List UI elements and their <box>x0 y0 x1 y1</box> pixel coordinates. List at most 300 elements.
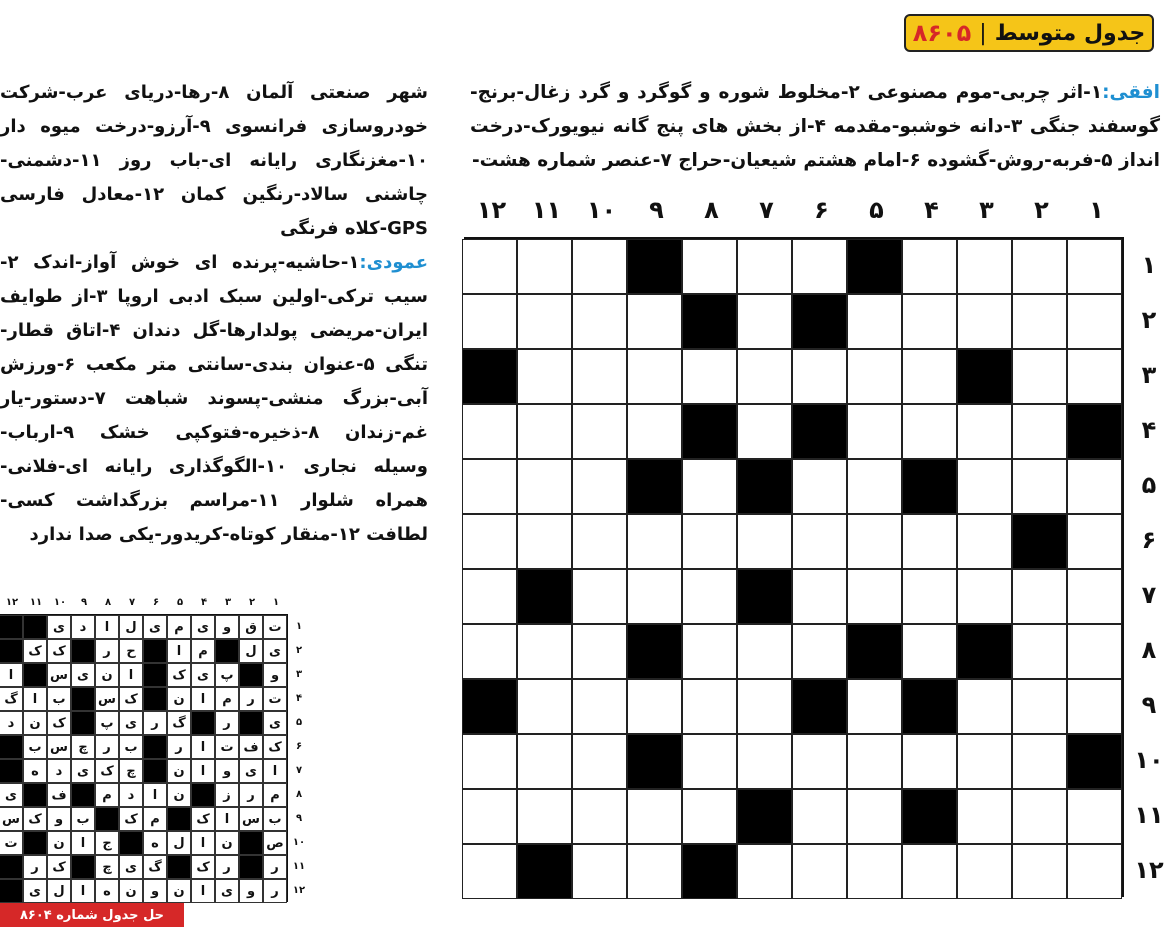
solution-cell: ک <box>167 663 191 687</box>
grid-cell[interactable] <box>1067 679 1122 734</box>
grid-cell[interactable] <box>572 349 627 404</box>
grid-cell[interactable] <box>957 569 1012 624</box>
grid-cell[interactable] <box>572 514 627 569</box>
across-clues-continued: شهر صنعتی آلمان ۸-رها-دریای عرب-شرکت خودروسازی فرانسوی ۹-آرزو-درخت میوه دار ۱۰-مغزنگاری رایانه ای-باب روز ۱۱-دشمنی- چاشنی سالاد-رنگین کمان ۱۲-معادل فارسی GPS-کلاه فرنگی <box>0 82 428 239</box>
down-clues-text: ۱-حاشیه-پرنده ای خوش آواز-اندک ۲-سیب ترکی-اولین سبک ادبی اروپا ۳-از طوایف ایران-مریضی پولدارها-گل دندان ۴-اتاق قطار- تنگی ۵-عنوان بندی-سانتی متر مکعب ۶-ورزش آبی-بزرگ منشی-پسوند شباهت ۷-دستور-یار غم-زندان ۸-ذخیره-فتوکپی خشک ۹-ارباب- وسیله نجاری ۱۰-الگوگذاری رایانه ای-فلانی- همراه شلوار ۱۱-مراسم بزرگداشت کسی-لطافت ۱۲-منقار کوتاه-کریدور-یکی صدا ندارد <box>0 252 429 545</box>
solution-cell-black <box>71 687 95 711</box>
grid-cell[interactable] <box>792 734 847 789</box>
grid-cell[interactable] <box>737 679 792 734</box>
solution-cell-black <box>0 639 23 663</box>
grid-cell[interactable] <box>902 734 957 789</box>
grid-cell[interactable] <box>847 789 902 844</box>
solution-cell: و <box>263 663 287 687</box>
grid-cell[interactable] <box>627 404 682 459</box>
grid-cell[interactable] <box>1067 569 1122 624</box>
crossword-grid <box>464 237 1124 897</box>
solution-column-number: ۲ <box>248 597 256 608</box>
solution-row-number: ۱۱ <box>292 860 306 872</box>
grid-cell-black <box>682 294 737 349</box>
solution-cell: ا <box>191 831 215 855</box>
solution-cell: ی <box>263 711 287 735</box>
solution-cell: ب <box>71 807 95 831</box>
grid-cell[interactable] <box>1012 789 1067 844</box>
solution-cell: ه <box>23 759 47 783</box>
solution-cell-black <box>143 687 167 711</box>
solution-cell: ن <box>23 711 47 735</box>
solution-cell: ر <box>23 855 47 879</box>
solution-cell: ک <box>119 807 143 831</box>
solution-cell: ا <box>119 663 143 687</box>
column-number: ۶ <box>814 196 829 224</box>
solution-cell: چ <box>71 735 95 759</box>
grid-cell[interactable] <box>682 789 737 844</box>
grid-cell[interactable] <box>517 734 572 789</box>
grid-cell[interactable] <box>847 569 902 624</box>
solution-cell: ی <box>0 783 23 807</box>
grid-cell[interactable] <box>902 569 957 624</box>
solution-row-number: ۱۰ <box>292 836 306 848</box>
grid-cell[interactable] <box>737 624 792 679</box>
across-clues <box>470 76 1160 178</box>
solution-cell-black <box>23 783 47 807</box>
grid-cell[interactable] <box>957 679 1012 734</box>
grid-cell[interactable] <box>902 239 957 294</box>
solution-cell: ی <box>23 879 47 903</box>
row-number: ۹ <box>1141 690 1157 719</box>
solution-cell: گ <box>0 687 23 711</box>
grid-cell[interactable] <box>682 569 737 624</box>
grid-cell[interactable] <box>1012 294 1067 349</box>
solution-column-number: ۷ <box>128 597 136 608</box>
solution-cell: ا <box>23 687 47 711</box>
column-number: ۸ <box>704 196 719 224</box>
solution-cell: ک <box>47 711 71 735</box>
grid-cell[interactable] <box>1067 294 1122 349</box>
grid-cell[interactable] <box>792 789 847 844</box>
grid-cell[interactable] <box>1067 789 1122 844</box>
grid-cell[interactable] <box>1012 569 1067 624</box>
solution-cell: ا <box>191 879 215 903</box>
solution-row-number: ۴ <box>295 692 303 704</box>
solution-cell: ا <box>167 639 191 663</box>
solution-cell-black <box>71 711 95 735</box>
solution-cell: ی <box>239 759 263 783</box>
solution-cell-black <box>0 615 23 639</box>
solution-cell: ن <box>167 879 191 903</box>
solution-cell: ق <box>239 615 263 639</box>
solution-cell: ر <box>215 855 239 879</box>
solution-cell: ی <box>191 663 215 687</box>
solution-column-number: ۶ <box>152 597 160 608</box>
solution-cell: ا <box>191 759 215 783</box>
solution-cell-black <box>239 855 263 879</box>
grid-cell[interactable] <box>1067 624 1122 679</box>
grid-cell[interactable] <box>1012 239 1067 294</box>
grid-cell[interactable] <box>1067 514 1122 569</box>
solution-cell: ر <box>263 855 287 879</box>
grid-cell[interactable] <box>572 844 627 899</box>
solution-cell-black <box>239 711 263 735</box>
row-numbers <box>1132 237 1166 897</box>
solution-cell-black <box>71 783 95 807</box>
solution-cell: ل <box>239 639 263 663</box>
grid-cell-black <box>847 624 902 679</box>
solution-cell: پ <box>95 711 119 735</box>
solution-cell-black <box>71 639 95 663</box>
grid-cell[interactable] <box>572 679 627 734</box>
solution-cell-black <box>71 855 95 879</box>
grid-cell[interactable] <box>462 624 517 679</box>
solution-cell: ف <box>47 783 71 807</box>
solution-cell: ر <box>167 735 191 759</box>
grid-cell[interactable] <box>627 679 682 734</box>
solution-cell-black <box>239 663 263 687</box>
grid-cell[interactable] <box>462 844 517 899</box>
grid-cell[interactable] <box>1067 239 1122 294</box>
grid-cell[interactable] <box>1012 844 1067 899</box>
grid-cell-black <box>1067 404 1122 459</box>
solution-cell-black <box>167 855 191 879</box>
grid-cell[interactable] <box>1012 404 1067 459</box>
solution-cell: د <box>0 711 23 735</box>
solution-cell: ا <box>263 759 287 783</box>
row-number: ۳ <box>1141 360 1157 389</box>
solution-cell: ک <box>47 855 71 879</box>
grid-cell[interactable] <box>1012 624 1067 679</box>
solution-cell: ا <box>71 831 95 855</box>
grid-cell[interactable] <box>737 349 792 404</box>
grid-cell[interactable] <box>517 239 572 294</box>
solution-cell: ل <box>119 615 143 639</box>
solution-cell: ر <box>95 735 119 759</box>
grid-cell[interactable] <box>737 404 792 459</box>
solution-row-number: ۸ <box>295 788 303 800</box>
solution-column-number: ۵ <box>176 597 184 608</box>
grid-cell[interactable] <box>902 624 957 679</box>
grid-cell[interactable] <box>517 294 572 349</box>
grid-cell[interactable] <box>627 789 682 844</box>
solution-cell-black <box>119 831 143 855</box>
grid-cell[interactable] <box>792 514 847 569</box>
grid-cell-black <box>902 679 957 734</box>
solution-cell: چ <box>95 855 119 879</box>
solution-cell: ی <box>191 615 215 639</box>
grid-cell-black <box>627 459 682 514</box>
solution-cell: ب <box>263 807 287 831</box>
grid-cell-black <box>627 734 682 789</box>
grid-cell[interactable] <box>682 734 737 789</box>
row-number: ۱۰ <box>1134 745 1164 774</box>
solution-cell: س <box>0 807 23 831</box>
grid-cell[interactable] <box>682 349 737 404</box>
solution-column-number: ۱۱ <box>29 597 43 608</box>
solution-cell-black <box>215 639 239 663</box>
solution-column-number: ۸ <box>104 597 112 608</box>
solution-cell-black <box>191 711 215 735</box>
grid-cell[interactable] <box>957 459 1012 514</box>
grid-cell[interactable] <box>627 569 682 624</box>
grid-cell[interactable] <box>792 239 847 294</box>
solution-cell: ن <box>47 831 71 855</box>
solution-row-number: ۲ <box>295 644 303 656</box>
grid-cell[interactable] <box>517 404 572 459</box>
grid-cell[interactable] <box>462 569 517 624</box>
grid-cell[interactable] <box>792 844 847 899</box>
grid-cell[interactable] <box>847 404 902 459</box>
grid-cell[interactable] <box>572 404 627 459</box>
grid-cell[interactable] <box>572 624 627 679</box>
solution-cell-black <box>95 807 119 831</box>
grid-cell[interactable] <box>572 734 627 789</box>
grid-cell[interactable] <box>847 349 902 404</box>
grid-cell[interactable] <box>737 239 792 294</box>
grid-cell[interactable] <box>737 734 792 789</box>
solution-cell: س <box>95 687 119 711</box>
grid-cell[interactable] <box>517 679 572 734</box>
grid-cell-black <box>1012 514 1067 569</box>
solution-cell: س <box>47 663 71 687</box>
grid-cell[interactable] <box>957 514 1012 569</box>
grid-cell[interactable] <box>957 734 1012 789</box>
grid-cell-black <box>627 239 682 294</box>
solution-cell: ب <box>47 687 71 711</box>
row-number: ۱۱ <box>1134 800 1164 829</box>
solution-cell: گ <box>143 855 167 879</box>
grid-cell[interactable] <box>682 459 737 514</box>
solution-cell: ح <box>119 639 143 663</box>
solution-cell: م <box>95 783 119 807</box>
solution-column-number: ۱۰ <box>53 597 67 608</box>
grid-cell[interactable] <box>462 294 517 349</box>
solution-cell-black <box>191 783 215 807</box>
grid-cell-black <box>462 679 517 734</box>
puzzle-title <box>904 14 1154 52</box>
solution-cell: ن <box>167 759 191 783</box>
grid-cell[interactable] <box>1012 349 1067 404</box>
solution-cell: ل <box>47 879 71 903</box>
grid-cell[interactable] <box>792 459 847 514</box>
solution-cell-black <box>23 663 47 687</box>
grid-cell[interactable] <box>627 844 682 899</box>
grid-cell[interactable] <box>462 514 517 569</box>
solution-cell: ن <box>95 663 119 687</box>
solution-cell: ت <box>215 735 239 759</box>
solution-cell: ر <box>143 711 167 735</box>
grid-cell[interactable] <box>847 679 902 734</box>
across-heading: افقی: <box>1102 82 1161 103</box>
grid-cell[interactable] <box>572 294 627 349</box>
grid-cell-black <box>627 624 682 679</box>
solution-cell: ه <box>143 831 167 855</box>
grid-cell[interactable] <box>847 514 902 569</box>
grid-cell[interactable] <box>847 734 902 789</box>
grid-cell[interactable] <box>1067 349 1122 404</box>
grid-cell[interactable] <box>462 459 517 514</box>
solution-row-number: ۱ <box>295 620 303 632</box>
solution-cell: ص <box>263 831 287 855</box>
solution-cell-black <box>239 831 263 855</box>
solution-cell: و <box>215 615 239 639</box>
grid-cell[interactable] <box>572 459 627 514</box>
side-clues <box>0 76 428 552</box>
solution-cell: ت <box>0 831 23 855</box>
grid-cell[interactable] <box>517 789 572 844</box>
solution-cell: د <box>119 783 143 807</box>
row-number: ۱ <box>1141 250 1157 279</box>
grid-cell[interactable] <box>572 569 627 624</box>
solution-cell: پ <box>215 663 239 687</box>
solution-cell: ب <box>23 735 47 759</box>
solution-cell: د <box>71 615 95 639</box>
grid-cell[interactable] <box>957 789 1012 844</box>
solution-cell: ی <box>71 759 95 783</box>
solution-cell: ک <box>191 855 215 879</box>
grid-cell-black <box>682 844 737 899</box>
grid-cell[interactable] <box>1012 459 1067 514</box>
row-number: ۷ <box>1141 580 1157 609</box>
column-number: ۵ <box>869 196 884 224</box>
column-number: ۱۰ <box>586 196 617 224</box>
grid-cell[interactable] <box>682 624 737 679</box>
column-number: ۲ <box>1034 196 1049 224</box>
solution-column-number: ۴ <box>200 597 208 608</box>
grid-cell[interactable] <box>572 789 627 844</box>
solution-cell: ن <box>119 879 143 903</box>
grid-cell[interactable] <box>847 459 902 514</box>
title-separator: | <box>979 20 987 46</box>
solution-cell-black <box>0 735 23 759</box>
solution-cell: ا <box>143 783 167 807</box>
solution-cell: ک <box>263 735 287 759</box>
grid-cell[interactable] <box>1012 679 1067 734</box>
solution-cell-black <box>0 759 23 783</box>
solution-cell: ر <box>215 711 239 735</box>
column-number: ۷ <box>759 196 774 224</box>
grid-cell[interactable] <box>902 404 957 459</box>
grid-cell[interactable] <box>627 514 682 569</box>
solution-cell: ک <box>191 807 215 831</box>
solution-cell: گ <box>167 711 191 735</box>
solution-cell: ن <box>167 783 191 807</box>
solution-label: حل جدول شماره ۸۶۰۴ <box>0 903 184 927</box>
solution-cell-black <box>143 639 167 663</box>
grid-cell[interactable] <box>517 349 572 404</box>
grid-cell-black <box>957 349 1012 404</box>
grid-cell[interactable] <box>957 239 1012 294</box>
solution-cell: ن <box>215 831 239 855</box>
grid-cell[interactable] <box>517 514 572 569</box>
grid-cell[interactable] <box>957 404 1012 459</box>
column-number: ۱۲ <box>476 196 507 224</box>
grid-cell[interactable] <box>902 349 957 404</box>
solution-cell: ی <box>263 639 287 663</box>
grid-cell[interactable] <box>957 294 1012 349</box>
solution-cell-black <box>143 663 167 687</box>
solution-cell: ر <box>239 783 263 807</box>
grid-cell[interactable] <box>902 514 957 569</box>
grid-cell[interactable] <box>737 844 792 899</box>
solution-cell: ز <box>215 783 239 807</box>
solution-cell: س <box>47 735 71 759</box>
grid-cell-black <box>1067 734 1122 789</box>
grid-cell[interactable] <box>792 569 847 624</box>
grid-cell[interactable] <box>792 349 847 404</box>
solution-cell-black <box>0 879 23 903</box>
solution-cell-black <box>23 615 47 639</box>
solution-cell: ا <box>0 663 23 687</box>
solution-cell: د <box>47 759 71 783</box>
solution-cell: ی <box>71 663 95 687</box>
solution-cell: ف <box>239 735 263 759</box>
solution-cell: ک <box>47 639 71 663</box>
grid-cell-black <box>957 624 1012 679</box>
solution-cell: ک <box>95 759 119 783</box>
grid-cell[interactable] <box>737 514 792 569</box>
grid-cell[interactable] <box>902 294 957 349</box>
solution-cell: ی <box>47 615 71 639</box>
grid-cell[interactable] <box>682 514 737 569</box>
grid-cell[interactable] <box>462 734 517 789</box>
grid-cell[interactable] <box>462 789 517 844</box>
grid-cell[interactable] <box>792 624 847 679</box>
solution-cell: ل <box>167 831 191 855</box>
column-number: ۹ <box>649 196 664 224</box>
grid-cell[interactable] <box>1012 734 1067 789</box>
grid-cell[interactable] <box>682 679 737 734</box>
solution-cell: ت <box>263 687 287 711</box>
grid-cell-black <box>792 294 847 349</box>
column-number: ۳ <box>979 196 994 224</box>
puzzle-number: ۸۶۰۵ <box>912 19 972 47</box>
solution-row-number: ۹ <box>295 812 303 824</box>
solution-column-number: ۳ <box>224 597 232 608</box>
grid-cell[interactable] <box>462 239 517 294</box>
grid-cell[interactable] <box>1067 844 1122 899</box>
solution-cell: چ <box>119 759 143 783</box>
solution-cell: ب <box>119 735 143 759</box>
grid-cell[interactable] <box>737 294 792 349</box>
grid-cell-black <box>902 459 957 514</box>
solution-column-number: ۱۲ <box>5 597 19 608</box>
grid-cell-black <box>902 789 957 844</box>
row-number: ۵ <box>1141 470 1157 499</box>
solution-cell: و <box>47 807 71 831</box>
solution-cell: م <box>167 615 191 639</box>
grid-cell[interactable] <box>847 844 902 899</box>
solution-cell: ا <box>191 687 215 711</box>
grid-cell-black <box>517 569 572 624</box>
grid-cell[interactable] <box>902 844 957 899</box>
solution-cell: ه <box>95 879 119 903</box>
grid-cell[interactable] <box>517 624 572 679</box>
grid-cell[interactable] <box>517 459 572 514</box>
grid-cell[interactable] <box>627 349 682 404</box>
solution-cell: ی <box>119 855 143 879</box>
grid-cell[interactable] <box>847 294 902 349</box>
grid-cell[interactable] <box>957 844 1012 899</box>
grid-cell[interactable] <box>462 404 517 459</box>
row-number: ۲ <box>1141 305 1157 334</box>
solution-cell: و <box>239 879 263 903</box>
grid-cell[interactable] <box>1067 459 1122 514</box>
grid-cell[interactable] <box>682 239 737 294</box>
down-heading: عمودی: <box>359 252 428 273</box>
grid-cell[interactable] <box>627 294 682 349</box>
solution-cell: ی <box>143 615 167 639</box>
solution-row-number: ۶ <box>295 740 303 752</box>
solution-cell: ا <box>215 807 239 831</box>
grid-cell[interactable] <box>572 239 627 294</box>
